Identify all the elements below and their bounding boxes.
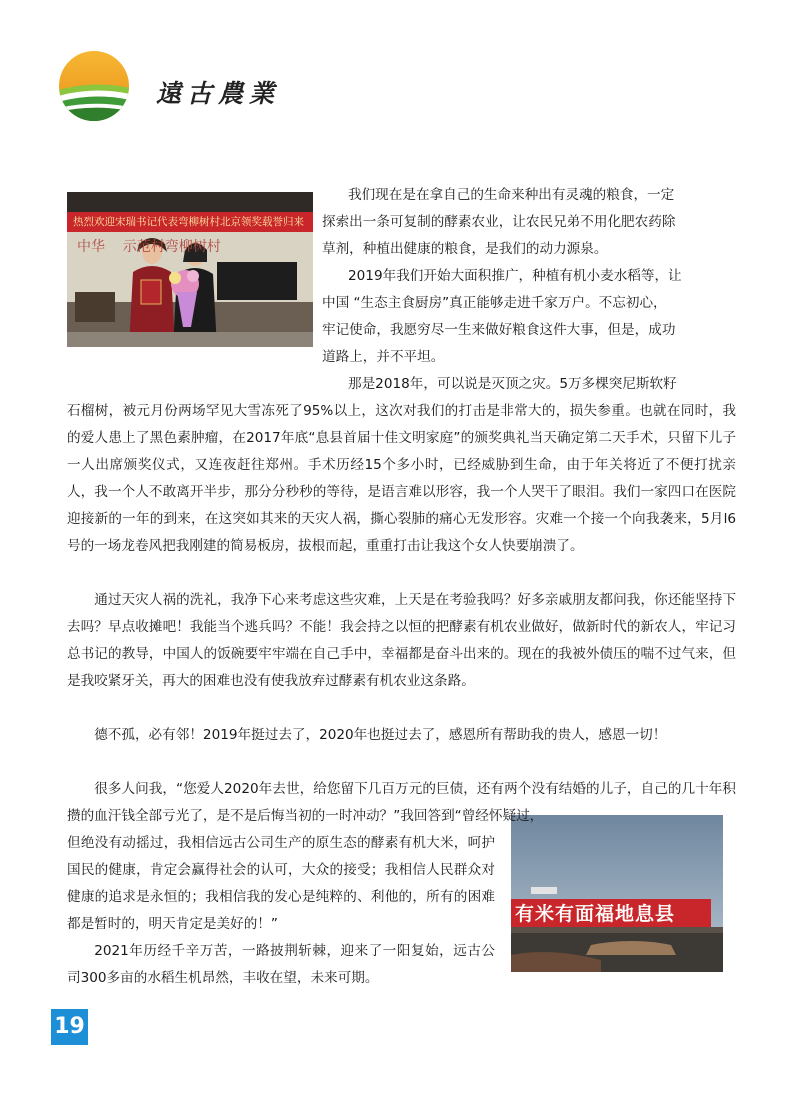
page-number: 19 — [51, 1009, 88, 1045]
award-ceremony-photo — [67, 192, 313, 347]
award-banner-text: 热烈欢迎宋瑞书记代表弯柳树村北京领奖载誉归来 — [73, 216, 304, 228]
brand-name: 遠古農業 — [156, 79, 281, 108]
article-paragraph-1b: 探索出一条可复制的酵素农业，让农民兄弟不用化肥农药除 — [322, 214, 676, 230]
article-paragraph-2d: 道路上，并不平坦。 — [322, 349, 445, 365]
article-paragraph-4: 通过天灾人祸的洗礼，我净下心来考虑这些灾难，上天是在考验我吗？好多亲戚朋友都问我，你还能坚持下去吗？早点收摊吧！我能当个逃兵吗？不能！我会持之以恒的把酵素有机农业做好，做新时代的新农人，牢记习总书记的教导，中国人的饭碗要牢牢端在自己手中，幸福都是奋斗出来的。现在的我被外债压的喘不过气来，但是我咬紧牙关，再大的困难也没有使我放弃过酵素有机农业这条路。 — [67, 592, 736, 689]
article-paragraph-7: 2021年历经千辛万苦，一路披荆斩棘，迎来了一阳复始，远古公司300多亩的水稻生机昂然，丰收在望，未来可期。 — [67, 943, 495, 986]
article-paragraph-3b: 石榴树，被元月份两场罕见大雪冻死了95%以上，这次对我们的打击是非常大的，损失参重。也就在同时，我的爱人患上了黑色素肿瘤，在2017年底“息县首届十佳文明家庭”的颁奖典礼当天确定第二天手术，只留下儿子一人出席颁奖仪式，又连夜赶往郑州。手术历经15个多小时，已经威胁到生命，由于年关将近了不便打扰亲人，我一个人不敢离开半步，那分分秒秒的等待，是语言难以形容，我一个人哭干了眼泪。我们一家四口在医院迎接新的一年的到来，在这突如其来的天灾人祸，撕心裂肺的痛心无发形容。灾难一个接一个向我袭来，5月l6号的一场龙卷风把我刚建的简易板房，拔根而起，重重打击让我这个女人快要崩溃了。 — [67, 403, 736, 554]
article-paragraph-1a: 我们现在是在拿自己的生命来种出有灵魂的粮食，一定 — [348, 187, 675, 203]
article-paragraph-2c: 牢记使命，我愿穷尽一生来做好粮食这件大事，但是，成功 — [322, 322, 676, 338]
award-wall-text: 中华 示范村弯柳树村 — [77, 239, 221, 255]
article-paragraph-2a: 2019年我们开始大面积推广，种植有机小麦水稻等，让 — [348, 268, 682, 284]
article-paragraph-2b: 中国 “生态主食厨房”真正能够走进千家万户。不忘初心， — [322, 295, 667, 311]
field-sign-text: 有米有面福地息县 — [515, 903, 676, 925]
article-paragraph-6b: 但绝没有动摇过，我相信远古公司生产的原生态的酵素有机大米，呵护国民的健康，肯定会赢得社会的认可，大众的接受；我相信人民群众对健康的追求是永恒的；我相信我的发心是纯粹的、利他的，所有的困难都是暂时的，明天肯定是美好的！” — [67, 835, 495, 932]
article-paragraph-3a: 那是2018年，可以说是灭顶之灾。5万多棵突尼斯软籽 — [348, 376, 677, 392]
article-paragraph-6a: 很多人问我，“您爱人2020年去世，给您留下几百万元的巨债，还有两个没有结婚的儿子，自己的几十年积攒的血汗钱全部亏光了，是不是后悔当初的一时冲动？”我回答到“曾经怀疑过， — [67, 781, 736, 824]
article-paragraph-1c: 草剂，种植出健康的粮食，是我们的动力源泉。 — [322, 241, 608, 257]
field-sign-photo — [511, 815, 723, 972]
article-paragraph-5: 德不孤，必有邻！2019年挺过去了，2020年也挺过去了，感恩所有帮助我的贵人，感恩一切！ — [94, 727, 667, 743]
company-logo — [58, 50, 130, 122]
